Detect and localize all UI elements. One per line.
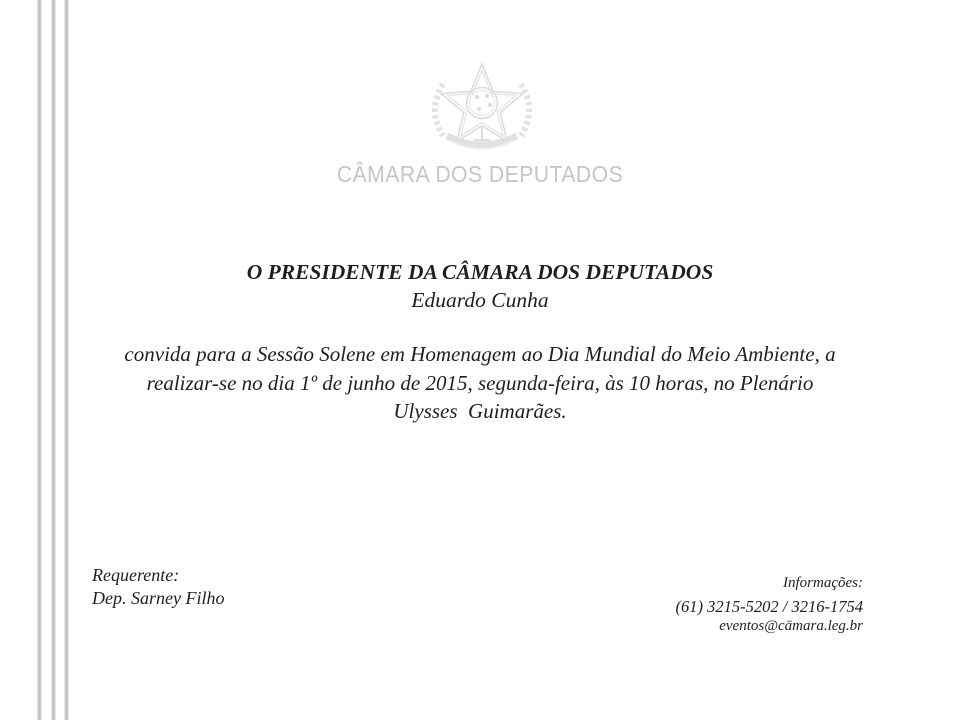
camara-wordmark: CÂMARA DOS DEPUTADOS: [336, 161, 624, 187]
invitation-line-1: convida para a Sessão Solene em Homenagem ao Dia Mundial do Meio Ambiente, a: [124, 342, 836, 366]
heading-block: [0, 258, 960, 314]
requester-block: [92, 564, 224, 610]
invitation-line-3: Ulysses Guimarães.: [393, 399, 567, 423]
contact-email: eventos@cāmara.leg.br: [719, 618, 863, 634]
invitation-paragraph: [0, 340, 960, 426]
president-name: Eduardo Cunha: [411, 288, 549, 312]
requester-name: Dep. Sarney Filho: [92, 588, 225, 608]
contact-label: Informações:: [783, 575, 863, 591]
contact-block: [676, 574, 863, 636]
requester-label: Requerente:: [92, 565, 180, 585]
invitation-line-2: realizar-se no dia 1º de junho de 2015, segunda-feira, às 10 horas, no Plenário: [146, 370, 814, 395]
invitation-title: O PRESIDENTE DA CÂMARA DOS DEPUTADOS: [246, 260, 714, 284]
contact-phones: (61) 3215-5202 / 3216-1754: [675, 597, 863, 616]
coat-of-arms-icon: [419, 56, 545, 162]
